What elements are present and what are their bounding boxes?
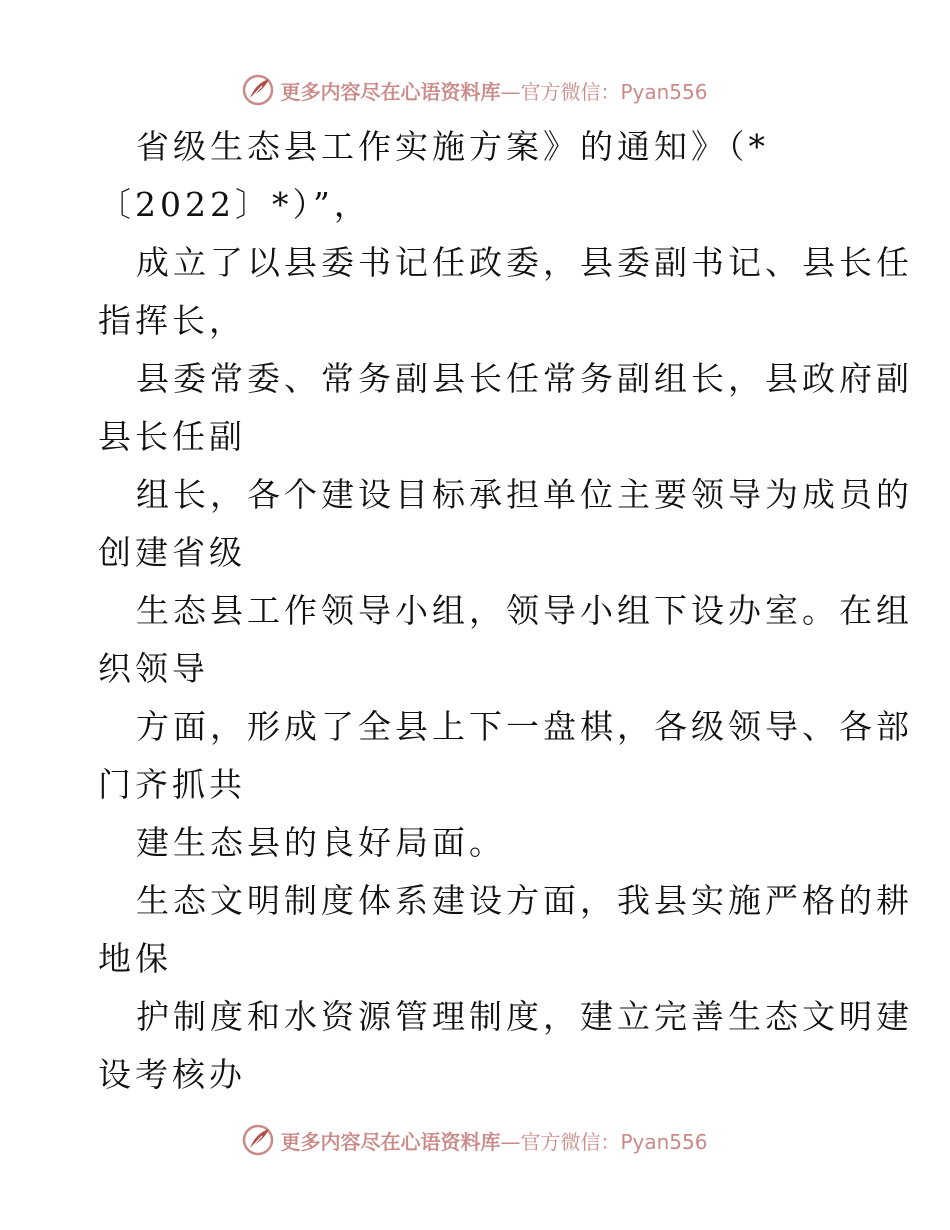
body-line: 创建省级	[98, 533, 246, 572]
body-line: 生态文明制度体系建设方面，我县实施严格的耕	[136, 881, 913, 920]
body-line: 省级生态县工作实施方案》的通知》（*	[136, 127, 769, 166]
body-line: 指挥长，	[98, 301, 246, 340]
header-banner-main: 更多内容尽在心语资料库	[280, 79, 501, 104]
body-line: 地保	[98, 939, 172, 978]
header-banner-rest: —官方微信：Pyan556	[500, 79, 708, 104]
document-body	[98, 118, 913, 1104]
body-line: 成立了以县委书记任政委，县委副书记、县长任	[136, 243, 913, 282]
body-line: 生态县工作领导小组，领导小组下设办室。在组	[136, 591, 913, 630]
body-line: 县委常委、常务副县长任常务副组长，县政府副	[136, 359, 913, 398]
footer-banner	[0, 1120, 950, 1160]
body-line: 建生态县的良好局面。	[136, 823, 506, 862]
body-line: 护制度和水资源管理制度，建立完善生态文明建	[136, 997, 913, 1036]
feather-pen-logo-icon	[242, 74, 274, 106]
body-line: 组长，各个建设目标承担单位主要领导为成员的	[136, 475, 913, 514]
body-line: 方面，形成了全县上下一盘棋，各级领导、各部	[136, 707, 913, 746]
footer-banner-rest: —官方微信：Pyan556	[500, 1129, 708, 1154]
header-banner	[0, 70, 950, 110]
body-line: 设考核办	[98, 1055, 246, 1094]
feather-pen-logo-icon	[242, 1124, 274, 1156]
body-line: 县长任副	[98, 417, 246, 456]
body-line: 织领导	[98, 649, 209, 688]
body-line: 〔2022〕*）”，	[98, 185, 371, 224]
body-line: 门齐抓共	[98, 765, 246, 804]
footer-banner-text	[280, 1126, 707, 1155]
footer-banner-main: 更多内容尽在心语资料库	[280, 1129, 501, 1154]
header-banner-text	[280, 76, 707, 105]
